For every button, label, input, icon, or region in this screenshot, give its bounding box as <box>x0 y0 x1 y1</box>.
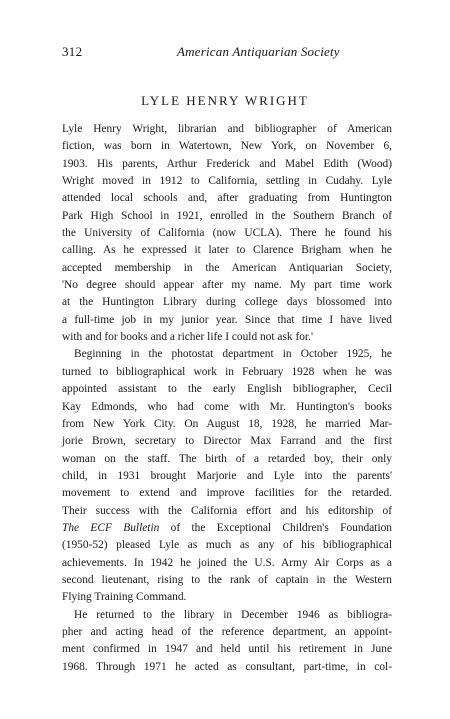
text-line: attended local schools and, after graduating from Huntington <box>62 192 392 205</box>
article-body <box>62 121 392 676</box>
running-head: American Antiquarian Society <box>177 44 340 59</box>
page-header <box>62 44 392 64</box>
text-line: the University of California (now UCLA). There he found his <box>62 227 392 240</box>
text-line: 1903. His parents, Arthur Frederick and Mabel Edith (Wood) <box>62 157 392 170</box>
text-line: woman on the staff. The birth of a retarded boy, their only <box>62 452 392 465</box>
text-line: 'No degree should appear after my name. My part time work <box>62 279 392 292</box>
text-line: fiction, was born in Watertown, New York, on November 6, <box>62 140 392 153</box>
text-line: Park High School in 1921, enrolled in the Southern Branch of <box>62 209 392 222</box>
text-line: jorie Brown, secretary to Director Max Farrand and the first <box>62 435 392 448</box>
italic-publication-title: The ECF Bulletin <box>62 521 160 534</box>
page-number: 312 <box>62 44 83 59</box>
text-line: pher and acting head of the reference department, an appoint- <box>62 625 392 638</box>
text-line: child, in 1931 brought Marjorie and Lyle into the parents' <box>62 469 392 482</box>
text-line: ment confirmed in 1947 and held until his retirement in June <box>62 643 392 656</box>
text-line: Their success with the California effort and his editorship of <box>62 504 392 517</box>
text-line: second lieutenant, rising to the rank of captain in the Western <box>62 573 392 586</box>
text-line: Wright moved in 1912 to California, settling in Cudahy. Lyle <box>62 175 392 188</box>
text-line: (1950-52) pleased Lyle as much as any of his bibliographical <box>62 539 392 552</box>
text-line: with and for books and a richer life I could not ask for.' <box>62 331 313 344</box>
text-line: a full-time job in my junior year. Since that time I have lived <box>62 313 392 326</box>
text-line: He returned to the library in December 1946 as bibliogra- <box>74 608 392 621</box>
text-line: from New York City. On August 18, 1928, he married Mar- <box>62 417 392 430</box>
text-line-remainder: of the Exceptional Children's Foundation <box>170 521 393 534</box>
text-line: appointed assistant to the early English bibliographer, Cecil <box>62 383 392 396</box>
text-line: movement to extend and improve facilities for the retarded. <box>62 487 392 500</box>
text-line: Beginning in the photostat department in October 1925, he <box>74 348 392 361</box>
text-line: Lyle Henry Wright, librarian and bibliographer of American <box>62 123 392 135</box>
text-line: 1968. Through 1971 he acted as consultant, part-time, in col- <box>62 660 392 673</box>
text-line: at the Huntington Library during college days blossomed into <box>62 296 392 309</box>
text-line: achievements. In 1942 he joined the U.S. Army Air Corps as a <box>62 556 392 569</box>
text-line: calling. As he expressed it later to Clarence Brigham when he <box>62 244 392 257</box>
text-line: turned to bibliographical work in February 1928 when he was <box>62 365 392 378</box>
text-line: accepted membership in the American Antiquarian Society, <box>62 261 392 274</box>
text-line-with-italic <box>62 520 392 537</box>
article-title: LYLE HENRY WRIGHT <box>141 93 309 108</box>
text-line: Kay Edmonds, who had come with Mr. Huntington's books <box>62 400 392 413</box>
text-line: Flying Training Command. <box>62 591 187 604</box>
